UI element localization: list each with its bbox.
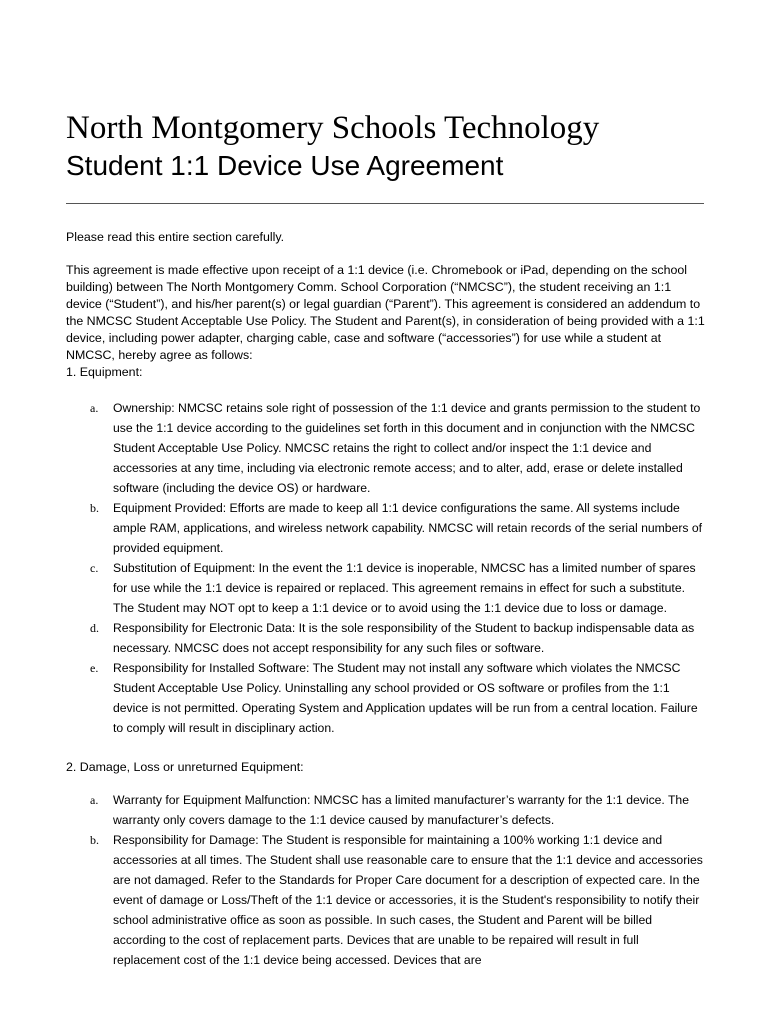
list-item-text: Warranty for Equipment Malfunction: NMCSC has a limited manufacturer’s warranty for the 1:1 device. The warranty only covers damage to the 1:1 device caused by manufacturer’s defects. [113, 793, 689, 827]
list-item-marker: a. [90, 793, 99, 807]
title-divider [66, 203, 704, 204]
section-heading-damage-loss: 2. Damage, Loss or unreturned Equipment: [66, 760, 304, 774]
list-item [66, 398, 706, 498]
list-item-text: Ownership: NMCSC retains sole right of possession of the 1:1 device and grants permission to the student to use the 1:1 device according to the guidelines set forth in this document and in conjunction with the NMCSC Student Acceptable Use Policy. NMCSC retains the right to collect and/or inspect the 1:1 device and accessories at any time, including via electronic remote access; and to alter, add, erase or delete installed software (including the device OS) or hardware. [113, 401, 701, 495]
list-item-text: Responsibility for Damage: The Student is responsible for maintaining a 100% working 1:1 device and accessories at all times. The Student shall use reasonable care to ensure that the 1:1 device and accessories are not damaged. Refer to the Standards for Proper Care document for a description of expected care. In the event of damage or Loss/Theft of the 1:1 device or accessories, it is the Student's responsibility to notify their school administrative office as soon as possible. In such cases, the Student and Parent will be billed according to the cost of replacement parts. Devices that are unable to be repaired will result in full replacement cost of the 1:1 device being accessed. Devices that are [113, 833, 703, 967]
document-title-line-1: North Montgomery Schools Technology [66, 110, 600, 146]
damage-loss-list [66, 790, 706, 970]
section-heading-equipment: 1. Equipment: [66, 365, 143, 379]
intro-paragraph: This agreement is made effective upon receipt of a 1:1 device (i.e. Chromebook or iPad, depending on the school building) between The North Montgomery Comm. School Corporation (“NMCSC”), the student receiving an 1:1 device (“Student”), and his/her parent(s) or legal guardian (“Parent”). This agreement is considered an addendum to the NMCSC Student Acceptable Use Policy. The Student and Parent(s), in consideration of being provided with a 1:1 device, including power adapter, charging cable, case and software (“accessories”) for use while a student at NMCSC, hereby agree as follows: [66, 263, 705, 362]
list-item-text: Responsibility for Electronic Data: It is the sole responsibility of the Student to backup indispensable data as necessary. NMCSC does not accept responsibility for any such files or software. [113, 621, 695, 655]
list-item-marker: a. [90, 401, 99, 415]
list-item-text: Responsibility for Installed Software: The Student may not install any software which violates the NMCSC Student Acceptable Use Policy. Uninstalling any school provided or OS software or profiles from the 1:1 device is not permitted. Operating System and Application updates will be run from a central location. Failure to comply will result in disciplinary action. [113, 661, 698, 735]
list-item-marker: b. [90, 833, 99, 847]
equipment-list [66, 398, 706, 738]
document-title-line-2: Student 1:1 Device Use Agreement [66, 150, 504, 181]
list-item-marker: e. [90, 661, 99, 675]
list-item-marker: c. [90, 561, 99, 575]
list-item [66, 498, 706, 558]
list-item-text: Equipment Provided: Efforts are made to keep all 1:1 device configurations the same. All systems include ample RAM, applications, and wireless network capability. NMCSC will retain records of the serial numbers of provided equipment. [113, 501, 703, 555]
list-item-marker: b. [90, 501, 99, 515]
list-item [66, 618, 706, 658]
list-item-text: Substitution of Equipment: In the event the 1:1 device is inoperable, NMCSC has a limited number of spares for use while the 1:1 device is repaired or replaced. This agreement remains in effect for such a substitute. The Student may NOT opt to keep a 1:1 device or to avoid using the 1:1 device due to loss or damage. [113, 561, 696, 615]
read-notice: Please read this entire section carefully. [66, 230, 285, 244]
list-item [66, 830, 706, 970]
list-item [66, 790, 706, 830]
list-item [66, 558, 706, 618]
list-item-marker: d. [90, 621, 99, 635]
list-item [66, 658, 706, 738]
